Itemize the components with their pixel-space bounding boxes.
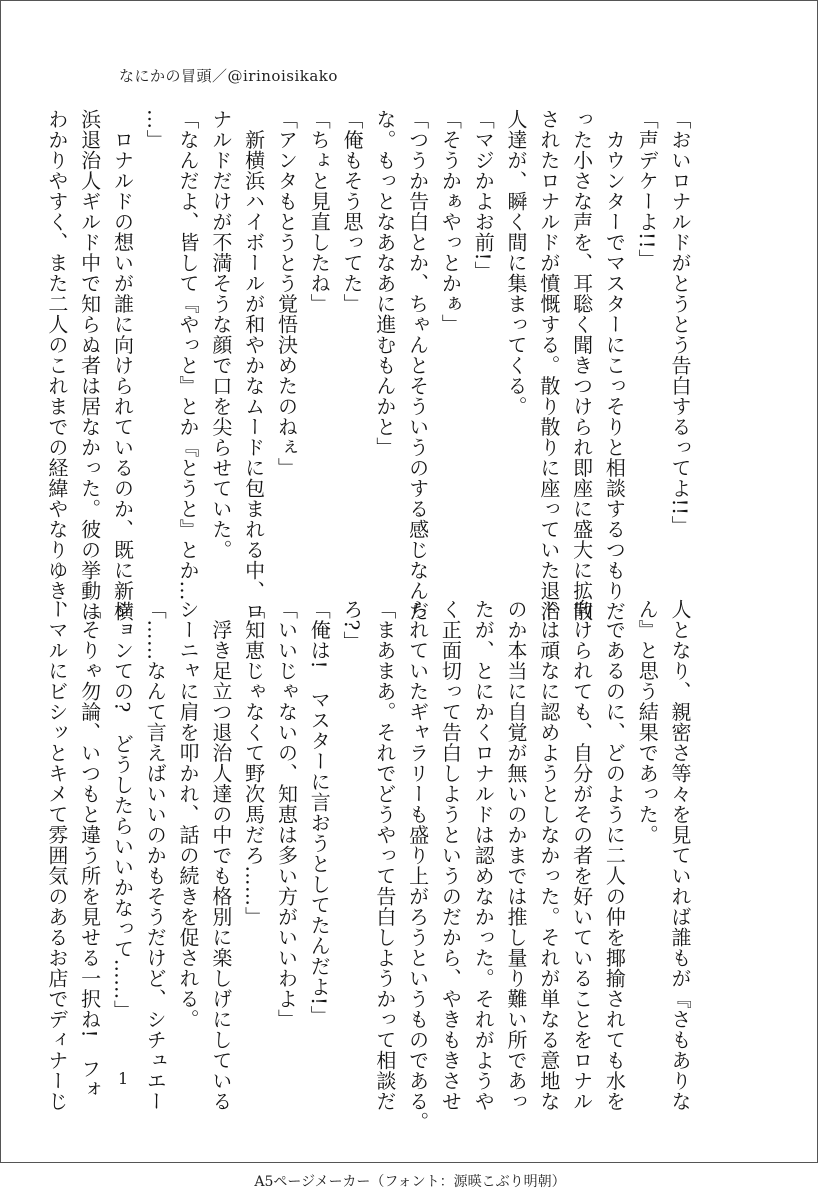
text-column: ーマルにビシッとキメて雰囲気のあるお店でディナーじ: [44, 599, 69, 1112]
text-column: たが、とにかくロナルドは認めなかった。それがようや: [471, 599, 496, 1112]
text-block-lower: [44, 599, 696, 1132]
text-column: シーニャに肩を叩かれ、話の続きを促される。: [176, 599, 201, 1030]
text-column: ションての? どうしたらいいかなって……」: [110, 599, 135, 1021]
text-column: 「つうか告白とか、ちゃんとそういうのする感じなんだ: [405, 109, 430, 622]
text-column: 「そうかぁやっとかぁ」: [438, 109, 463, 335]
text-column: であるのに、どのように二人の仲を揶揄されても水を: [602, 599, 627, 1112]
text-column: …」: [143, 109, 168, 150]
text-column: 新横浜ハイボールが和やかなムードに包まれる中、ロ: [241, 109, 266, 622]
text-column: 「俺もそう思ってた」: [340, 109, 365, 314]
text-column: った小さな声を、耳聡く聞きつけられ即座に盛大に拡散: [569, 109, 594, 622]
text-column: られていたギャラリーも盛り上がろうというものである。: [405, 599, 430, 1132]
text-column: カウンターでマスターにこっそりと相談するつもりだ: [602, 109, 627, 622]
text-column: 「なんだよ、皆して『やっと』とか『とうと』とか…: [176, 109, 201, 601]
text-column: 「……なんて言えばいいのかもそうだけど、シチュエー: [143, 599, 168, 1112]
text-column: ナルドだけが不満そうな顔で口を尖らせていた。: [208, 109, 233, 560]
text-column: ロナルドの想いが誰に向けられているのか、既に新横: [110, 109, 135, 622]
footer-caption: A5ページメーカー（フォント：源暎こぶり明朝）: [254, 1174, 566, 1190]
text-column: 「ちょと見直したね」: [307, 109, 332, 314]
text-column: ん』と思う結果であった。: [635, 599, 660, 845]
text-column: 人達が、瞬く間に集まってくる。: [504, 109, 529, 417]
text-column: ドは頑なに認めようとしなかった。それが単なる意地な: [536, 599, 561, 1112]
page-number: 1: [118, 1069, 129, 1088]
text-column: 浜退治人ギルド中で知らぬ者は居なかった。彼の挙動は: [77, 109, 102, 622]
text-column: な。もっとなあなあに進むもんかと」: [372, 109, 397, 458]
text-column: 「いいじゃないの、知恵は多い方がいいわよ」: [274, 599, 299, 1030]
text-column: く正面切って告白しようというのだから、やきもきさせ: [438, 599, 463, 1112]
text-column: ろ?」: [340, 599, 365, 652]
text-column: 「おいロナルドがとうとう告白するってよ!!」: [668, 109, 692, 537]
text-column: わかりやすく、また二人のこれまでの経緯やなりゆき、: [44, 109, 69, 622]
text-column: 「アンタもとうとう覚悟決めたのねぇ」: [274, 109, 299, 478]
text-column: 「俺は! マスターに言おうとしてたんだよ!」: [307, 599, 332, 1027]
page-header: なにかの冒頭／@irinoisikako: [119, 67, 338, 85]
text-column: 「マジかよお前!」: [471, 109, 496, 282]
text-column: 人となり、親密さ等々を見ていれば誰もが『さもありな: [668, 599, 692, 1112]
text-column: 「知恵じゃなくて野次馬だろ……」: [241, 599, 266, 927]
text-column: 「声デケーよ!!」: [635, 109, 660, 270]
text-column: 「そりゃ勿論、いつもと違う所を見せる一択ね! フォ: [77, 599, 102, 1100]
text-column: されたロナルドが憤慨する。散り散りに座っていた退治: [536, 109, 561, 622]
text-column: 「まあまあ。それでどうやって告白しようかって相談だ: [372, 599, 397, 1112]
text-column: 向けられても、自分がその者を好いていることをロナル: [569, 599, 594, 1112]
text-column: 浮き足立つ退治人達の中でも格別に楽しげにしている: [208, 599, 233, 1112]
text-block-upper: [44, 109, 696, 622]
text-column: のか本当に自覚が無いのかまでは推し量り難い所であっ: [504, 599, 529, 1112]
